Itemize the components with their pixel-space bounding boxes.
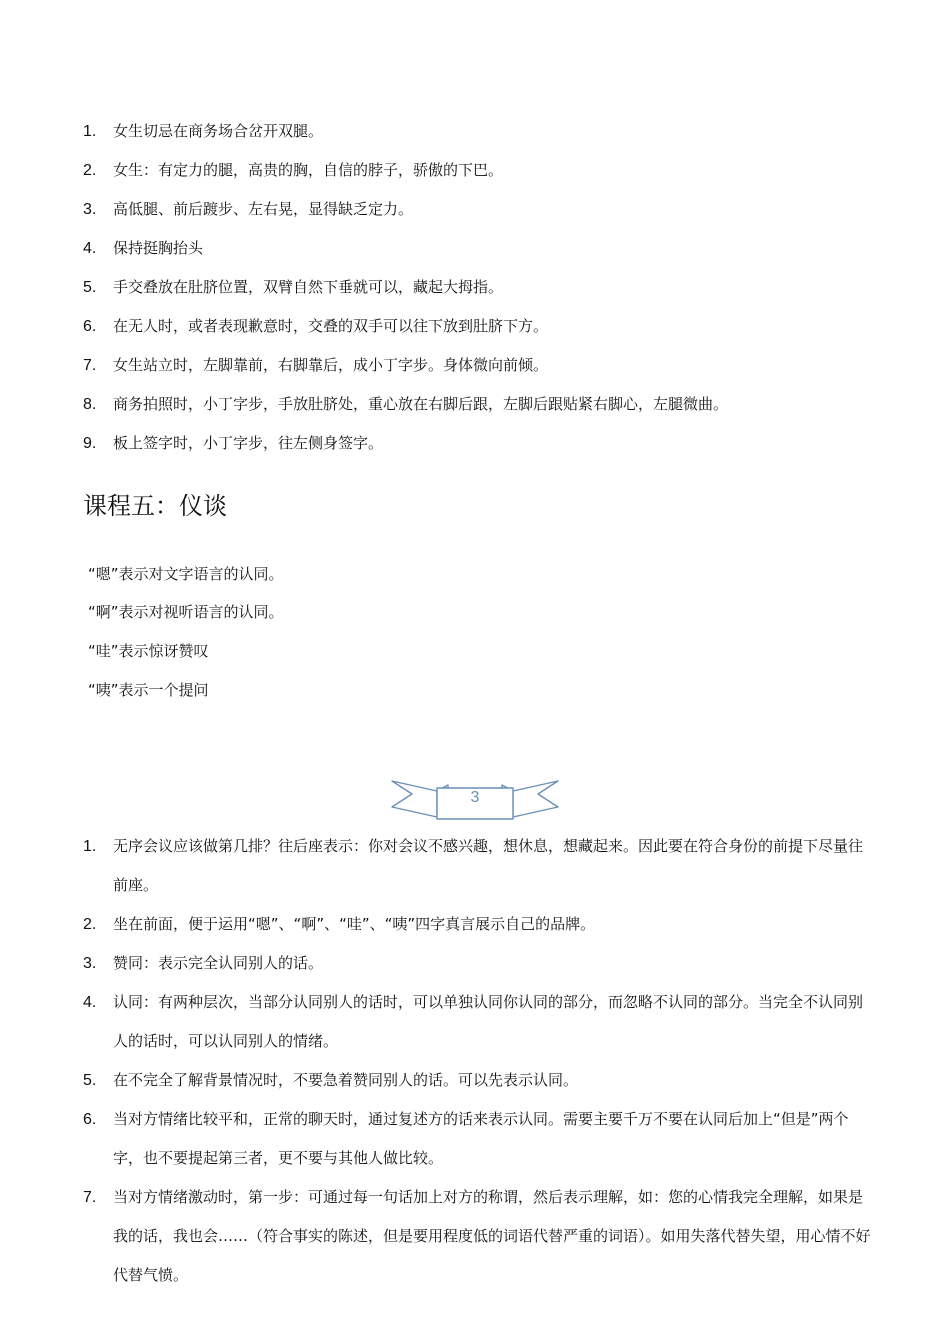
list-text: 认同：有两种层次，当部分认同别人的话时，可以单独认同你认同的部分，而忽略不认同的部分。当完全不认同别人的话时，可以认同别人的情绪。 <box>113 993 864 1050</box>
list-text: 当对方情绪比较平和，正常的聊天时，通过复述方的话来表示认同。需要主要千万不要在认同后加上“但是”两个字，也不要提起第三者，更不要与其他人做比较。 <box>113 1110 849 1167</box>
list-item <box>83 307 873 346</box>
list-item <box>83 905 873 944</box>
list-text: 在不完全了解背景情况时，不要急着赞同别人的话。可以先表示认同。 <box>113 1071 579 1089</box>
list-number: 3. <box>83 201 97 218</box>
list-number: 7. <box>83 357 97 374</box>
list-number: 1. <box>83 123 97 140</box>
list-number: 4. <box>83 994 97 1011</box>
list-text: 坐在前面，便于运用“嗯”、“啊”、“哇”、“咦”四字真言展示自己的品牌。 <box>113 915 596 933</box>
list-item <box>83 424 873 463</box>
list-item <box>83 190 873 229</box>
list-text: 女生切忌在商务场合岔开双腿。 <box>113 122 324 140</box>
list-number: 2. <box>83 162 97 179</box>
list-text: 商务拍照时，小丁字步，手放肚脐处，重心放在右脚后跟，左脚后跟贴紧右脚心，左腿微曲。 <box>113 395 729 413</box>
note-line: “嗯”表示对文字语言的认同。 <box>88 565 284 583</box>
note-line: “咦”表示一个提问 <box>88 681 209 699</box>
list-item <box>83 983 873 1061</box>
list-item <box>83 827 873 905</box>
page-number-badge <box>390 775 560 821</box>
list-number: 8. <box>83 396 97 413</box>
list-text: 女生：有定力的腿，高贵的胸，自信的脖子，骄傲的下巴。 <box>113 161 504 179</box>
list-text: 在无人时，或者表现歉意时，交叠的双手可以往下放到肚脐下方。 <box>113 317 549 335</box>
list-item <box>83 268 873 307</box>
note-line: “哇”表示惊讶赞叹 <box>88 642 209 660</box>
list-item <box>83 385 873 424</box>
list-number: 7. <box>83 1189 97 1206</box>
list-text: 板上签字时，小丁字步，往左侧身签字。 <box>113 434 384 452</box>
list-item <box>83 151 873 190</box>
list-item <box>83 229 873 268</box>
list-number: 4. <box>83 240 97 257</box>
note-line: “啊”表示对视听语言的认同。 <box>88 603 284 621</box>
section-title: 课程五：仪谈 <box>83 492 227 520</box>
list-text: 当对方情绪激动时，第一步：可通过每一句话加上对方的称谓，然后表示理解，如：您的心情我完全理解，如果是我的话，我也会……（符合事实的陈述，但是要用程度低的词语代替严重的词语）。如用失落代替失望，用心情不好代替气愤。 <box>113 1188 871 1284</box>
list-number: 2. <box>83 916 97 933</box>
list-number: 5. <box>83 279 97 296</box>
list-text: 高低腿、前后踱步、左右晃，显得缺乏定力。 <box>113 200 414 218</box>
list-item <box>83 1178 873 1295</box>
list-item <box>83 112 873 151</box>
list-text: 无序会议应该做第几排？往后座表示：你对会议不感兴趣，想休息，想藏起来。因此要在符合身份的前提下尽量往前座。 <box>113 837 864 894</box>
list-number: 6. <box>83 1111 97 1128</box>
list-text: 赞同：表示完全认同别人的话。 <box>113 954 324 972</box>
page-number: 3 <box>470 789 480 806</box>
list-number: 9. <box>83 435 97 452</box>
list-text: 保持挺胸抬头 <box>113 239 204 257</box>
list-item <box>83 944 873 983</box>
list-item <box>83 1100 873 1178</box>
list-number: 5. <box>83 1072 97 1089</box>
list-number: 3. <box>83 955 97 972</box>
list-item <box>83 346 873 385</box>
list-text: 手交叠放在肚脐位置，双臂自然下垂就可以，藏起大拇指。 <box>113 278 504 296</box>
list-number: 1. <box>83 838 97 855</box>
list-text: 女生站立时，左脚靠前，右脚靠后，成小丁字步。身体微向前倾。 <box>113 356 549 374</box>
list-number: 6. <box>83 318 97 335</box>
list-item <box>83 1061 873 1100</box>
